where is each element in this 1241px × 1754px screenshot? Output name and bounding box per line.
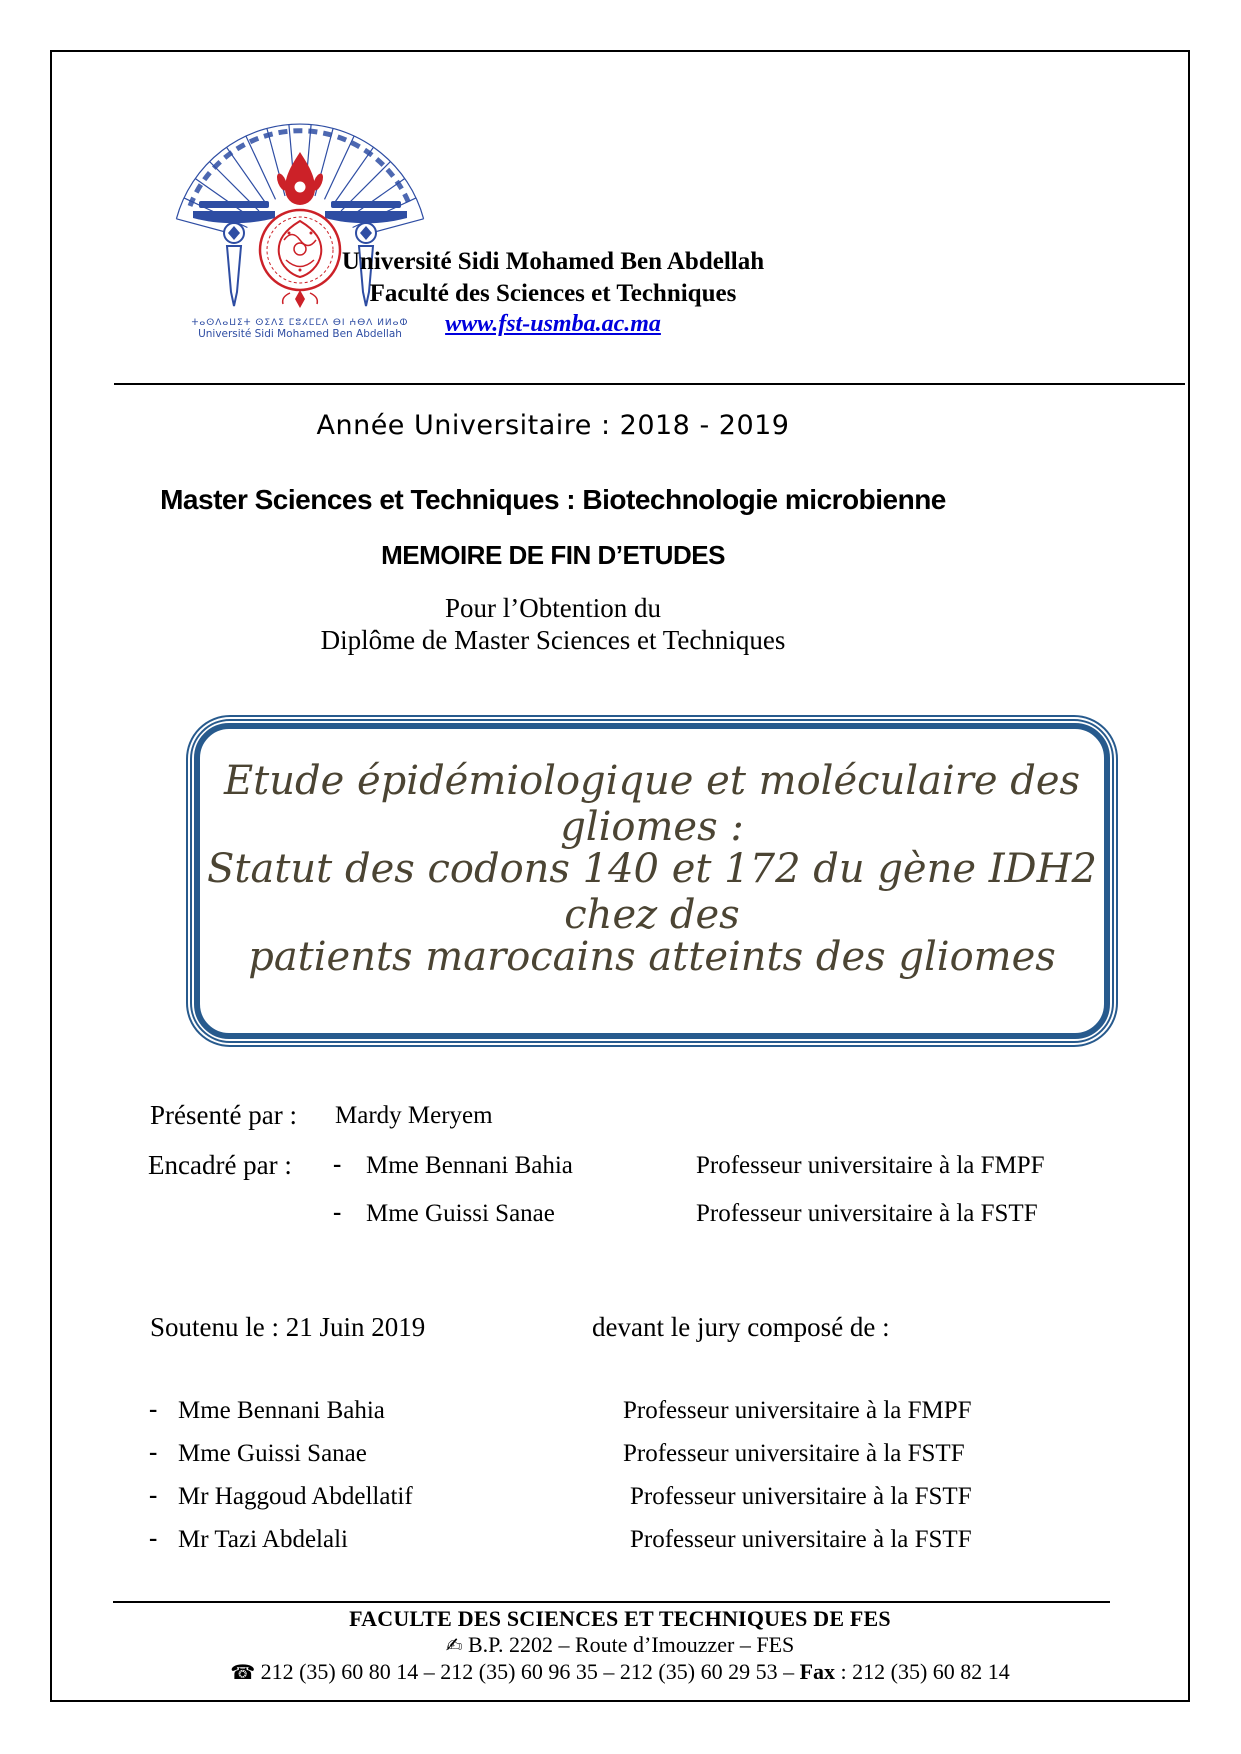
supervisor-role: Professeur universitaire à la FMPF xyxy=(696,1152,1045,1179)
jury-member-name: Mr Haggoud Abdellatif xyxy=(178,1483,413,1510)
footer-phone-line xyxy=(50,1659,1190,1685)
thesis-title-line-2: Statut des codons 140 et 172 du gène IDH2 chez des xyxy=(207,846,1097,938)
jury-dash: - xyxy=(149,1396,158,1423)
defense-date: Soutenu le : 21 Juin 2019 xyxy=(150,1312,426,1342)
footer-fax-number: : 212 (35) 60 82 14 xyxy=(835,1659,1010,1684)
thesis-title-line-3: patients marocains atteints des gliomes xyxy=(248,934,1056,980)
purpose-line-1: Pour l’Obtention du xyxy=(445,593,661,623)
supervisor-name: Mme Guissi Sanae xyxy=(366,1200,555,1227)
faculty-name: Faculté des Sciences et Techniques xyxy=(369,280,737,307)
website-link[interactable]: www.fst-usmba.ac.ma xyxy=(445,311,661,337)
program-title: Master Sciences et Techniques : Biotechnologie microbienne xyxy=(160,484,946,515)
jury-member-role: Professeur universitaire à la FSTF xyxy=(623,1440,965,1467)
presented-by-label: Présenté par : xyxy=(150,1100,297,1130)
jury-member-name: Mr Tazi Abdelali xyxy=(178,1526,348,1553)
jury-dash: - xyxy=(149,1439,158,1466)
footer-fax-label: Fax xyxy=(799,1659,836,1684)
footer-faculty: FACULTE DES SCIENCES ET TECHNIQUES DE FES xyxy=(349,1606,891,1631)
supervisor-role: Professeur universitaire à la FSTF xyxy=(696,1200,1038,1227)
logo-caption-tifinagh: ⵜⴰⵙⴷⴰⵡⵉⵜ ⵙⵉⴷⵉ ⵎⵓⵃⵎⵎⴷ ⴱⵏ ⵄⴱⴷ ⵍⵍⴰⵀ xyxy=(191,318,409,328)
footer-address-line xyxy=(50,1632,1190,1658)
website-line xyxy=(133,311,973,338)
jury-member-role: Professeur universitaire à la FSTF xyxy=(630,1526,972,1553)
supervisor-dash: - xyxy=(333,1151,342,1178)
thesis-title-line-1: Etude épidémiologique et moléculaire des gliomes : xyxy=(223,758,1081,850)
university-name: Université Sidi Mohamed Ben Abdellah xyxy=(341,248,765,275)
purpose-line-2: Diplôme de Master Sciences et Techniques xyxy=(320,625,786,655)
footer-divider xyxy=(113,1601,1110,1603)
jury-member-name: Mme Guissi Sanae xyxy=(178,1440,367,1467)
document-type: MEMOIRE DE FIN D’ETUDES xyxy=(381,540,725,570)
footer-address: B.P. 2202 – Route d’Imouzzer – FES xyxy=(467,1632,795,1657)
presented-by-name: Mardy Meryem xyxy=(335,1102,493,1129)
logo-caption-french: Université Sidi Mohamed Ben Abdellah xyxy=(198,328,402,340)
jury-dash: - xyxy=(149,1525,158,1552)
telephone-icon: ☎ xyxy=(230,1660,256,1684)
jury-dash: - xyxy=(149,1482,158,1509)
jury-member-role: Professeur universitaire à la FSTF xyxy=(630,1483,972,1510)
footer-phones: 212 (35) 60 80 14 – 212 (35) 60 96 35 – 212 (35) 60 29 53 – xyxy=(260,1659,800,1684)
supervisor-name: Mme Bennani Bahia xyxy=(366,1152,573,1179)
academic-year: Année Universitaire : 2018 - 2019 xyxy=(316,410,790,441)
header-divider xyxy=(114,383,1185,385)
jury-intro: devant le jury composé de : xyxy=(592,1312,890,1342)
supervised-by-label: Encadré par : xyxy=(148,1150,292,1180)
jury-member-name: Mme Bennani Bahia xyxy=(178,1397,385,1424)
supervisor-dash: - xyxy=(333,1199,342,1226)
writing-hand-icon: ✍ xyxy=(445,1633,463,1657)
jury-member-role: Professeur universitaire à la FMPF xyxy=(623,1397,972,1424)
